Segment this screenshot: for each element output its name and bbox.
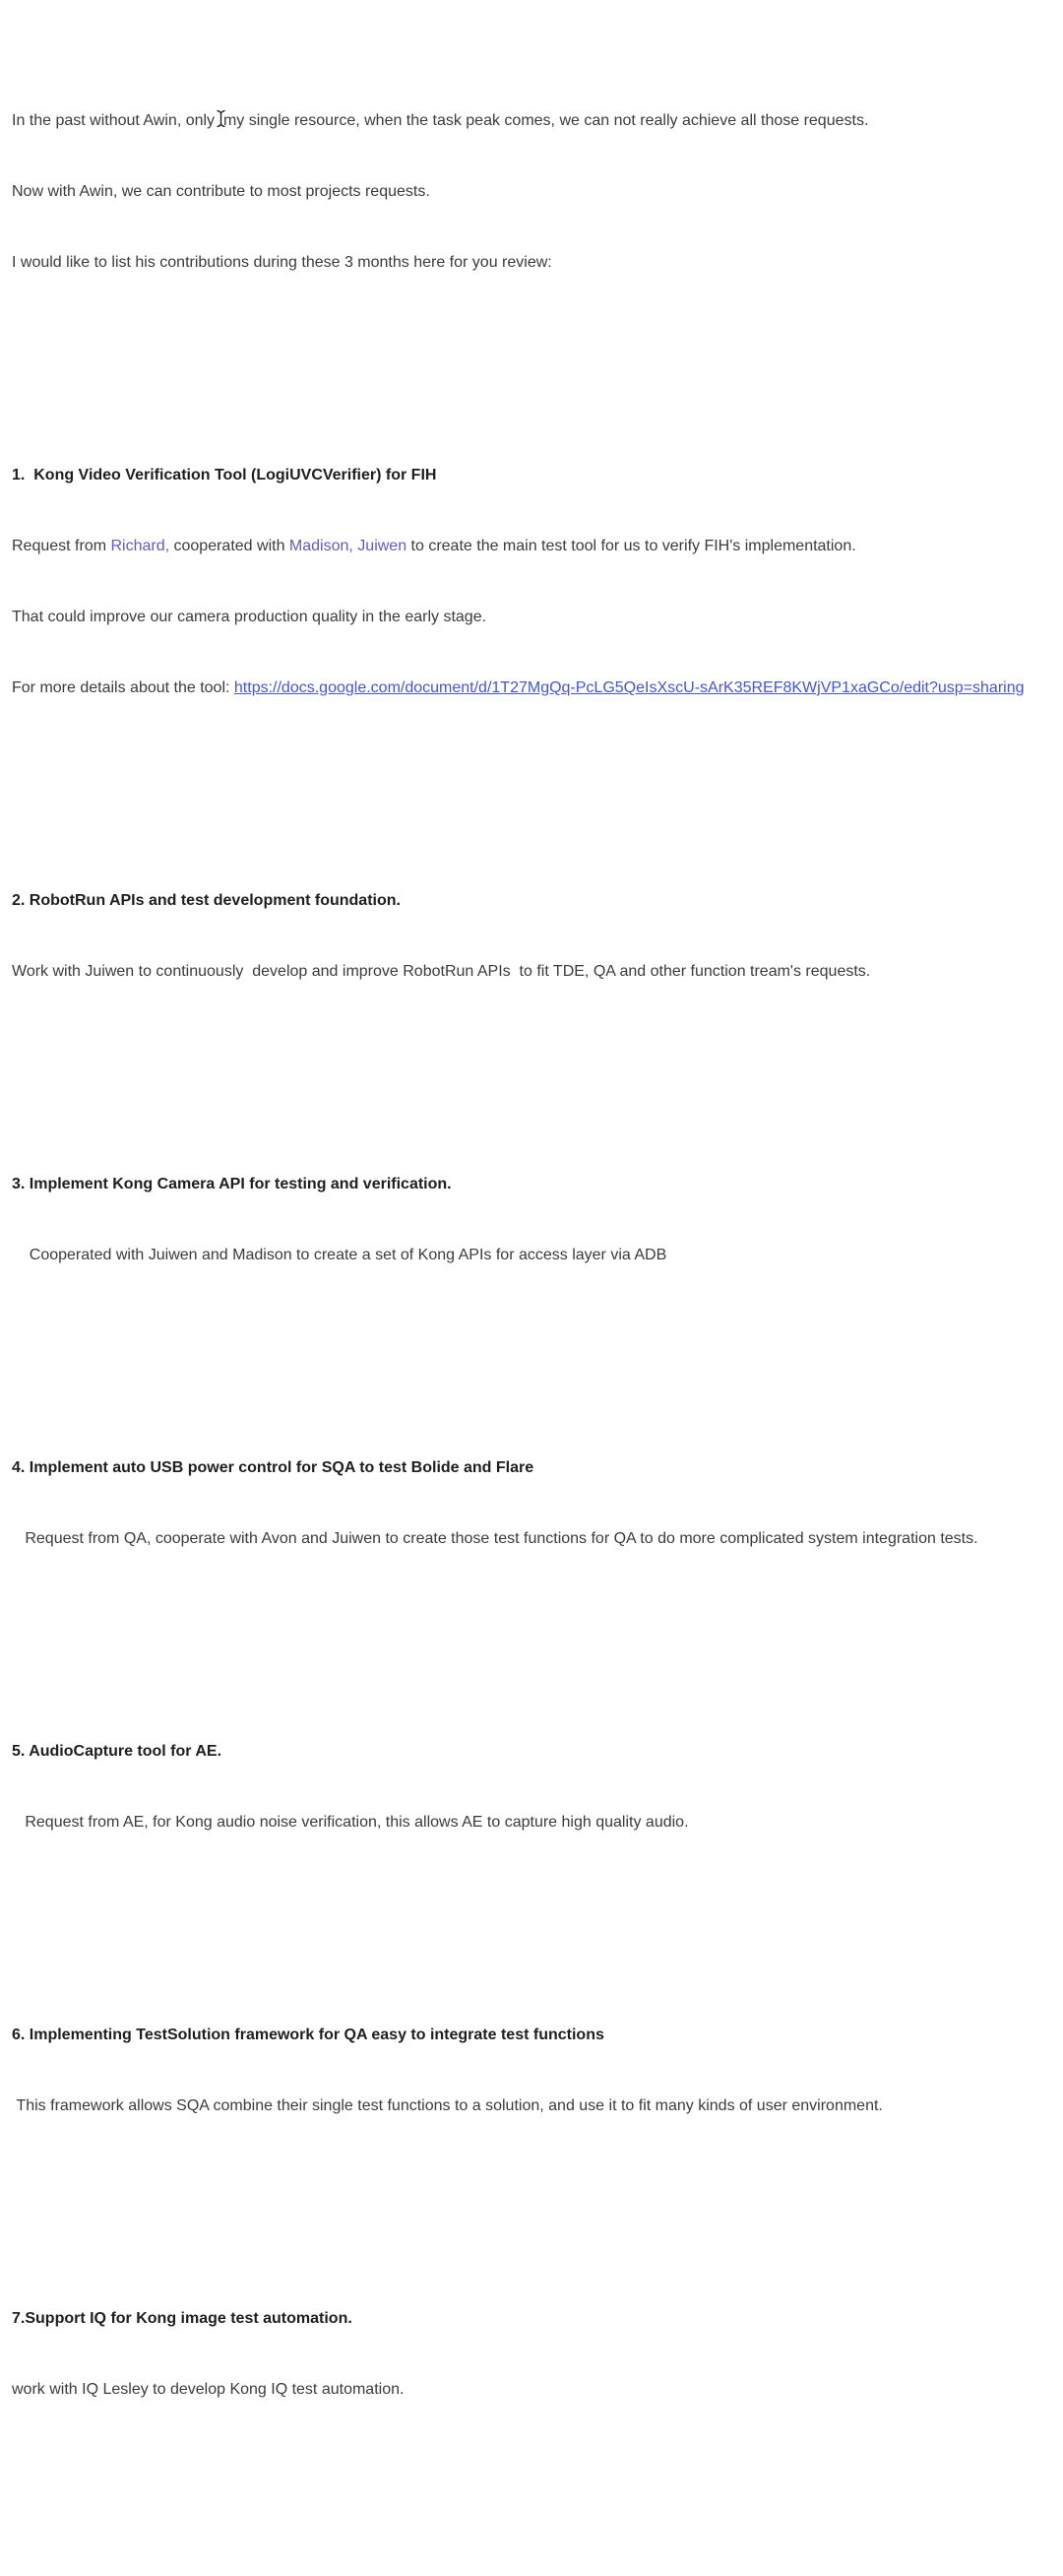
- intro-line-2: Now with Awin, we can contribute to most projects requests.: [12, 183, 430, 200]
- section-7-body: work with IQ Lesley to develop Kong IQ test automation.: [12, 2381, 405, 2398]
- mention-madison-juiwen[interactable]: Madison, Juiwen: [288, 538, 407, 554]
- request-text-middle: cooperated with: [169, 538, 289, 554]
- section-1-link-line: [12, 676, 1053, 700]
- section-6-heading: 6. Implementing TestSolution framework for QA easy to integrate test functions: [12, 2027, 604, 2043]
- mention-richard[interactable]: Richard,: [110, 538, 170, 554]
- section-7-heading: 7.Support IQ for Kong image test automation.: [12, 2310, 352, 2327]
- intro-line-3: I would like to list his contributions during these 3 months here for you review:: [12, 254, 552, 271]
- section-5-heading: 5. AudioCapture tool for AE.: [12, 1743, 222, 1760]
- section-4-body: Request from QA, cooperate with Avon and Juiwen to create those test functions for QA to do more complicated system integration tests.: [12, 1530, 978, 1547]
- section-2: [12, 842, 1053, 1031]
- section-3-heading: 3. Implement Kong Camera API for testing and verification.: [12, 1176, 452, 1192]
- request-text-before: Request from: [12, 538, 111, 554]
- section-2-body: Work with Juiwen to continuously develop and improve RobotRun APIs to fit TDE, QA and other function tream's requests.: [12, 963, 871, 980]
- section-1: [12, 417, 1053, 747]
- section-6-body: This framework allows SQA combine their single test functions to a solution, and use it to fit many kinds of user environment.: [12, 2097, 883, 2114]
- section-4: [12, 1409, 1053, 1598]
- section-3-body: Cooperated with Juiwen and Madison to create a set of Kong APIs for access layer via ADB: [12, 1247, 667, 1263]
- section-1-request-line: [12, 535, 1053, 558]
- section-5: [12, 1693, 1053, 1882]
- section-2-heading: 2. RobotRun APIs and test development foundation.: [12, 892, 401, 909]
- section-1-line-2: That could improve our camera production quality in the early stage.: [12, 609, 487, 625]
- section-4-heading: 4. Implement auto USB power control for SQA to test Bolide and Flare: [12, 1459, 534, 1476]
- section-5-body: Request from AE, for Kong audio noise verification, this allows AE to capture high quality audio.: [12, 1814, 689, 1831]
- intro-paragraph: [12, 62, 1053, 322]
- section-1-heading: 1. Kong Video Verification Tool (LogiUVCVerifier) for FIH: [12, 467, 437, 483]
- link-prefix-text: For more details about the tool:: [12, 679, 234, 696]
- section-6: [12, 1976, 1053, 2165]
- request-text-after: to create the main test tool for us to verify FIH's implementation.: [406, 538, 856, 554]
- google-doc-link[interactable]: https://docs.google.com/document/d/1T27MgQq-PcLG5QeIsXscU-sArK35REF8KWjVP1xaGCo/edit?usp=sharing: [233, 679, 1025, 696]
- section-3: [12, 1126, 1053, 1315]
- section-7: [12, 2260, 1053, 2449]
- intro-line-1: In the past without Awin, only my single resource, when the task peak comes, we can not really achieve all those requests.: [12, 112, 869, 129]
